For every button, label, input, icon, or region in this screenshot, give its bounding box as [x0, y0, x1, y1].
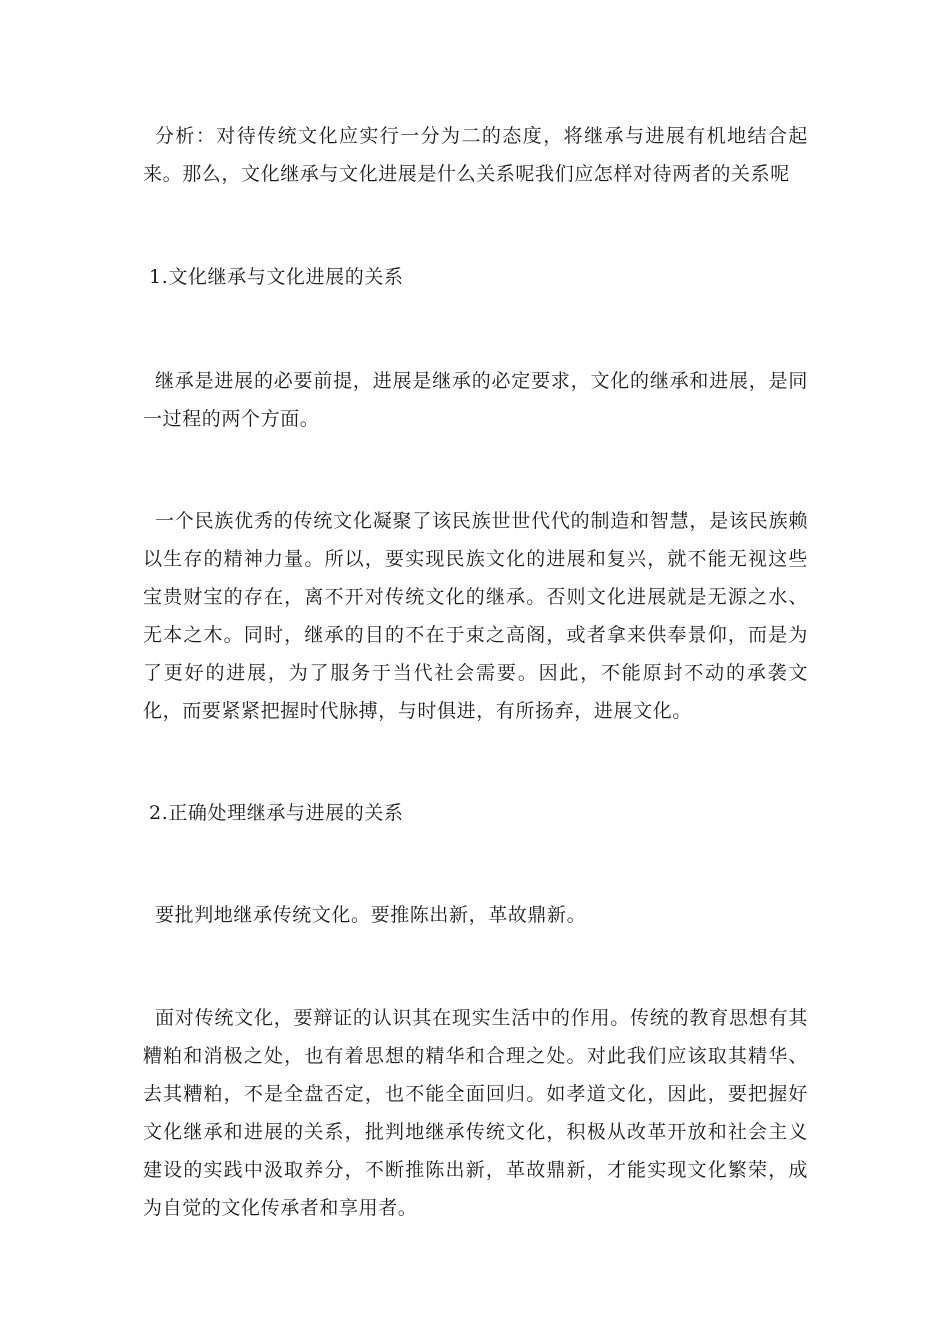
section-1-paragraph-2: 一个民族优秀的传统文化凝聚了该民族世世代代的制造和智慧，是该民族赖以生存的精神力量。所以，要实现民族文化的进展和复兴，就不能无视这些宝贵财宝的存在，离不开对传统文化的继承。否则文化进展就是无源之水、无本之木。同时，继承的目的不在于束之高阁，或者拿来供奉景仰，而是为了更好的进展，为了服务于当代社会需要。因此，不能原封不动的承袭文化，而要紧紧把握时代脉搏，与时俱进，有所扬弃，进展文化。 — [143, 510, 808, 722]
section-1-heading: 1.文化继承与文化进展的关系 — [149, 266, 404, 288]
section-2-paragraph-2: 面对传统文化，要辩证的认识其在现实生活中的作用。传统的教育思想有其糟粕和消极之处，也有着思想的精华和合理之处。对此我们应该取其精华、去其糟粕，不是全盘否定，也不能全面回归。如孝道文化，因此，要把握好文化继承和进展的关系，批判地继承传统文化，积极从改革开放和社会主义建设的实践中汲取养分，不断推陈出新，革故鼎新，才能实现文化繁荣，成为自觉的文化传承者和享用者。 — [143, 1007, 808, 1219]
analysis-paragraph: 分析：对待传统文化应实行一分为二的态度，将继承与进展有机地结合起来。那么，文化继承与文化进展是什么关系呢我们应怎样对待两者的关系呢 — [143, 125, 808, 185]
section-1-paragraph-1: 继承是进展的必要前提，进展是继承的必定要求，文化的继承和进展，是同一过程的两个方面。 — [143, 370, 808, 430]
section-2-paragraph-1: 要批判地继承传统文化。要推陈出新，革故鼎新。 — [155, 904, 587, 926]
section-2-heading: 2.正确处理继承与进展的关系 — [149, 802, 404, 824]
